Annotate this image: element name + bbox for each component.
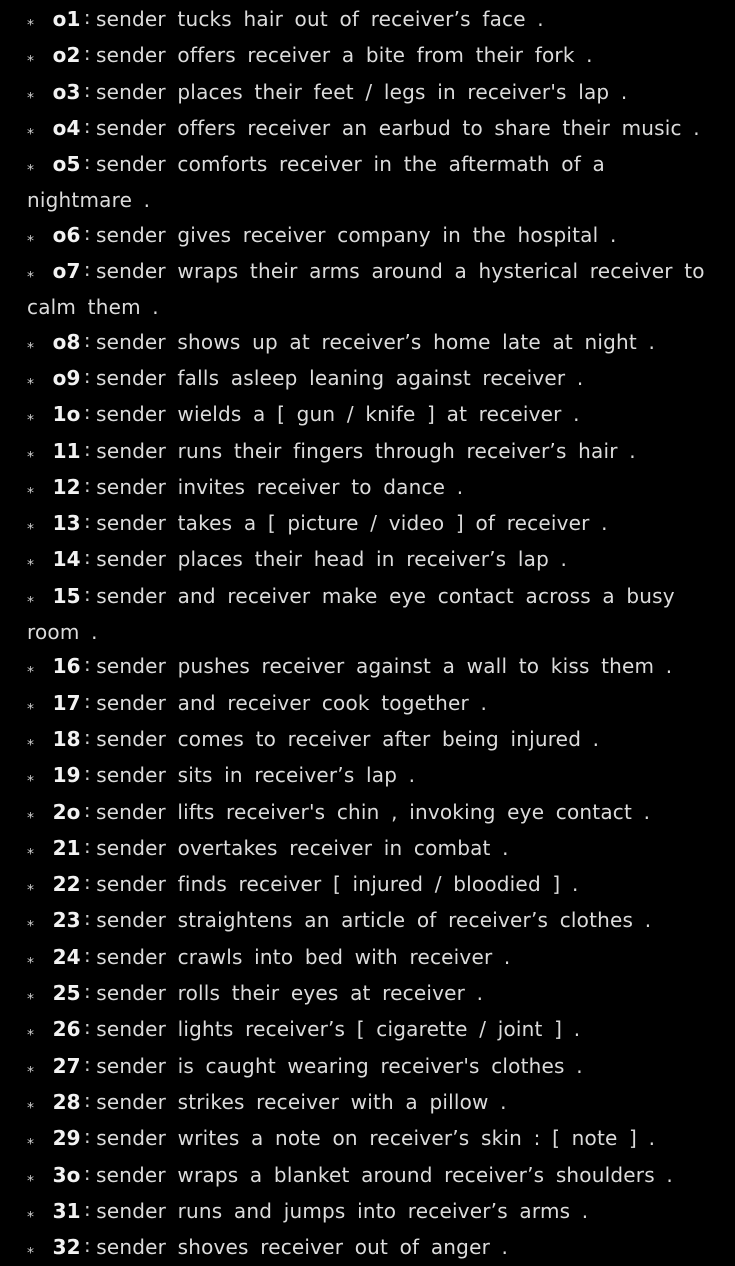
asterisk-bullet-icon: ⁎ — [27, 841, 35, 858]
asterisk-bullet-icon: ⁎ — [27, 950, 35, 967]
asterisk-bullet-icon: ⁎ — [27, 878, 35, 895]
prompt-text: sender pushes receiver against a wall to kiss them . — [96, 654, 673, 679]
separator-colon: ∶ — [84, 43, 91, 68]
separator-colon: ∶ — [84, 7, 91, 31]
prompt-number: 29 — [52, 1126, 81, 1151]
prompt-number: 24 — [52, 944, 81, 969]
asterisk-bullet-icon: ⁎ — [27, 1095, 35, 1112]
list-item — [0, 506, 735, 542]
asterisk-bullet-icon: ⁎ — [27, 1168, 35, 1185]
prompt-number: 28 — [52, 1089, 81, 1114]
list-item — [0, 75, 735, 111]
separator-colon: ∶ — [84, 799, 91, 824]
asterisk-bullet-icon: ⁎ — [27, 589, 35, 606]
list-item — [0, 867, 735, 903]
list-item — [0, 542, 735, 578]
list-item — [0, 38, 735, 74]
asterisk-bullet-icon: ⁎ — [27, 13, 35, 29]
asterisk-bullet-icon: ⁎ — [27, 1023, 35, 1040]
separator-colon: ∶ — [84, 1162, 91, 1187]
prompt-number: 25 — [52, 981, 81, 1006]
prompt-number: 18 — [52, 726, 81, 751]
list-item — [0, 579, 735, 650]
prompt-text: sender comforts receiver in the aftermath of a nightmare . — [27, 152, 605, 213]
prompt-text: sender sits in receiver’s lap . — [96, 763, 416, 788]
asterisk-bullet-icon: ⁎ — [27, 517, 35, 534]
prompt-text: sender runs their fingers through receiver’s hair . — [96, 438, 636, 463]
prompt-text: sender falls asleep leaning against receiver . — [96, 365, 584, 390]
prompt-number: o6 — [52, 222, 81, 247]
prompt-text: sender comes to receiver after being injured . — [96, 726, 600, 751]
prompt-number: 13 — [52, 511, 81, 536]
list-item — [0, 111, 735, 147]
list-item — [0, 1049, 735, 1085]
prompt-number: 16 — [52, 654, 81, 679]
separator-colon: ∶ — [84, 547, 91, 572]
asterisk-bullet-icon: ⁎ — [27, 914, 35, 931]
list-item — [0, 722, 735, 758]
separator-colon: ∶ — [84, 726, 91, 751]
separator-colon: ∶ — [84, 763, 91, 788]
prompt-number: 1o — [52, 402, 81, 427]
asterisk-bullet-icon: ⁎ — [27, 228, 35, 245]
separator-colon: ∶ — [84, 365, 91, 390]
separator-colon: ∶ — [84, 259, 91, 284]
list-item — [0, 397, 735, 433]
separator-colon: ∶ — [84, 152, 91, 177]
separator-colon: ∶ — [84, 115, 91, 140]
asterisk-bullet-icon: ⁎ — [27, 732, 35, 749]
prompt-number: 3o — [52, 1162, 81, 1187]
prompt-number: o2 — [52, 43, 81, 68]
list-item — [0, 1012, 735, 1048]
separator-colon: ∶ — [84, 1017, 91, 1042]
list-item — [0, 903, 735, 939]
separator-colon: ∶ — [84, 872, 91, 897]
prompt-text: sender writes a note on receiver’s skin : [ note ] . — [96, 1126, 656, 1151]
prompt-number: 32 — [52, 1235, 81, 1260]
prompt-text: sender takes a [ picture / video ] of receiver . — [96, 511, 608, 536]
prompt-number: o5 — [52, 152, 81, 177]
prompt-number: 23 — [52, 908, 81, 933]
list-item — [0, 470, 735, 506]
separator-colon: ∶ — [84, 583, 91, 608]
prompt-text: sender lifts receiver's chin , invoking eye contact . — [96, 799, 651, 824]
separator-colon: ∶ — [84, 329, 91, 354]
prompt-number: 11 — [52, 438, 81, 463]
prompt-text: sender places their feet / legs in receiver's lap . — [96, 79, 628, 104]
separator-colon: ∶ — [84, 222, 91, 247]
asterisk-bullet-icon: ⁎ — [27, 1241, 35, 1258]
list-item — [0, 1230, 735, 1266]
list-item — [0, 1194, 735, 1230]
separator-colon: ∶ — [84, 835, 91, 860]
asterisk-bullet-icon: ⁎ — [27, 85, 35, 102]
prompt-text: sender wraps their arms around a hysterical receiver to calm them . — [27, 259, 705, 320]
prompt-text: sender offers receiver a bite from their fork . — [96, 43, 593, 68]
prompt-number: 31 — [52, 1198, 81, 1223]
separator-colon: ∶ — [84, 981, 91, 1006]
prompt-text: sender finds receiver [ injured / bloodied ] . — [96, 872, 579, 897]
prompt-text: sender gives receiver company in the hospital . — [96, 222, 617, 247]
prompt-text: sender straightens an article of receiver’s clothes . — [96, 908, 652, 933]
list-item — [0, 361, 735, 397]
asterisk-bullet-icon: ⁎ — [27, 553, 35, 570]
prompt-text: sender lights receiver’s [ cigarette / joint ] . — [96, 1017, 581, 1042]
prompt-number: o4 — [52, 115, 81, 140]
prompt-text: sender places their head in receiver’s lap . — [96, 547, 568, 572]
prompt-text: sender and receiver cook together . — [96, 690, 488, 715]
prompt-number: 14 — [52, 547, 81, 572]
prompt-number: 2o — [52, 799, 81, 824]
prompt-text: sender offers receiver an earbud to share their music . — [96, 115, 700, 140]
separator-colon: ∶ — [84, 654, 91, 679]
asterisk-bullet-icon: ⁎ — [27, 696, 35, 713]
prompt-text: sender wields a [ gun / knife ] at receiver . — [96, 402, 580, 427]
prompt-number: o9 — [52, 365, 81, 390]
prompt-number: 22 — [52, 872, 81, 897]
prompt-number: 12 — [52, 474, 81, 499]
asterisk-bullet-icon: ⁎ — [27, 408, 35, 425]
prompt-text: sender strikes receiver with a pillow . — [96, 1089, 507, 1114]
list-item — [0, 795, 735, 831]
prompt-text: sender shows up at receiver’s home late at night . — [96, 329, 656, 354]
prompt-number: o1 — [52, 7, 81, 31]
separator-colon: ∶ — [84, 474, 91, 499]
separator-colon: ∶ — [84, 1198, 91, 1223]
prompt-text: sender wraps a blanket around receiver’s shoulders . — [96, 1162, 673, 1187]
asterisk-bullet-icon: ⁎ — [27, 805, 35, 822]
list-item — [0, 218, 735, 254]
list-item — [0, 1121, 735, 1157]
separator-colon: ∶ — [84, 1126, 91, 1151]
prompt-text: sender rolls their eyes at receiver . — [96, 981, 484, 1006]
list-item — [0, 325, 735, 361]
list-item — [0, 686, 735, 722]
prompt-number: 27 — [52, 1053, 81, 1078]
separator-colon: ∶ — [84, 1089, 91, 1114]
asterisk-bullet-icon: ⁎ — [27, 1132, 35, 1149]
asterisk-bullet-icon: ⁎ — [27, 265, 35, 282]
list-item — [0, 831, 735, 867]
separator-colon: ∶ — [84, 1053, 91, 1078]
prompt-text: sender crawls into bed with receiver . — [96, 944, 511, 969]
asterisk-bullet-icon: ⁎ — [27, 158, 35, 175]
list-item — [0, 1085, 735, 1121]
list-item — [0, 976, 735, 1012]
list-item — [0, 758, 735, 794]
prompt-text: sender overtakes receiver in combat . — [96, 835, 509, 860]
prompt-number: 17 — [52, 690, 81, 715]
separator-colon: ∶ — [84, 690, 91, 715]
asterisk-bullet-icon: ⁎ — [27, 1059, 35, 1076]
list-item — [0, 2, 735, 38]
separator-colon: ∶ — [84, 402, 91, 427]
prompt-text: sender shoves receiver out of anger . — [96, 1235, 509, 1260]
prompt-number: 21 — [52, 835, 81, 860]
asterisk-bullet-icon: ⁎ — [27, 49, 35, 66]
asterisk-bullet-icon: ⁎ — [27, 335, 35, 352]
prompt-number: o8 — [52, 329, 81, 354]
asterisk-bullet-icon: ⁎ — [27, 444, 35, 461]
asterisk-bullet-icon: ⁎ — [27, 480, 35, 497]
list-item — [0, 254, 735, 325]
list-item — [0, 1158, 735, 1194]
list-item — [0, 649, 735, 685]
asterisk-bullet-icon: ⁎ — [27, 987, 35, 1004]
asterisk-bullet-icon: ⁎ — [27, 1204, 35, 1221]
asterisk-bullet-icon: ⁎ — [27, 121, 35, 138]
prompt-text: sender is caught wearing receiver's clothes . — [96, 1053, 583, 1078]
prompt-number: 19 — [52, 763, 81, 788]
list-item — [0, 147, 735, 218]
separator-colon: ∶ — [84, 1235, 91, 1260]
prompt-text: sender runs and jumps into receiver’s arms . — [96, 1198, 589, 1223]
asterisk-bullet-icon: ⁎ — [27, 371, 35, 388]
list-item — [0, 940, 735, 976]
asterisk-bullet-icon: ⁎ — [27, 769, 35, 786]
separator-colon: ∶ — [84, 944, 91, 969]
separator-colon: ∶ — [84, 511, 91, 536]
asterisk-bullet-icon: ⁎ — [27, 660, 35, 677]
separator-colon: ∶ — [84, 79, 91, 104]
prompt-number: o3 — [52, 79, 81, 104]
list-item — [0, 434, 735, 470]
separator-colon: ∶ — [84, 908, 91, 933]
separator-colon: ∶ — [84, 438, 91, 463]
prompt-number: o7 — [52, 259, 81, 284]
prompt-number: 26 — [52, 1017, 81, 1042]
prompt-text: sender and receiver make eye contact across a busy room . — [27, 583, 675, 645]
prompt-text: sender tucks hair out of receiver’s face . — [96, 7, 544, 31]
prompt-number: 15 — [52, 583, 81, 608]
prompt-text: sender invites receiver to dance . — [96, 474, 464, 499]
